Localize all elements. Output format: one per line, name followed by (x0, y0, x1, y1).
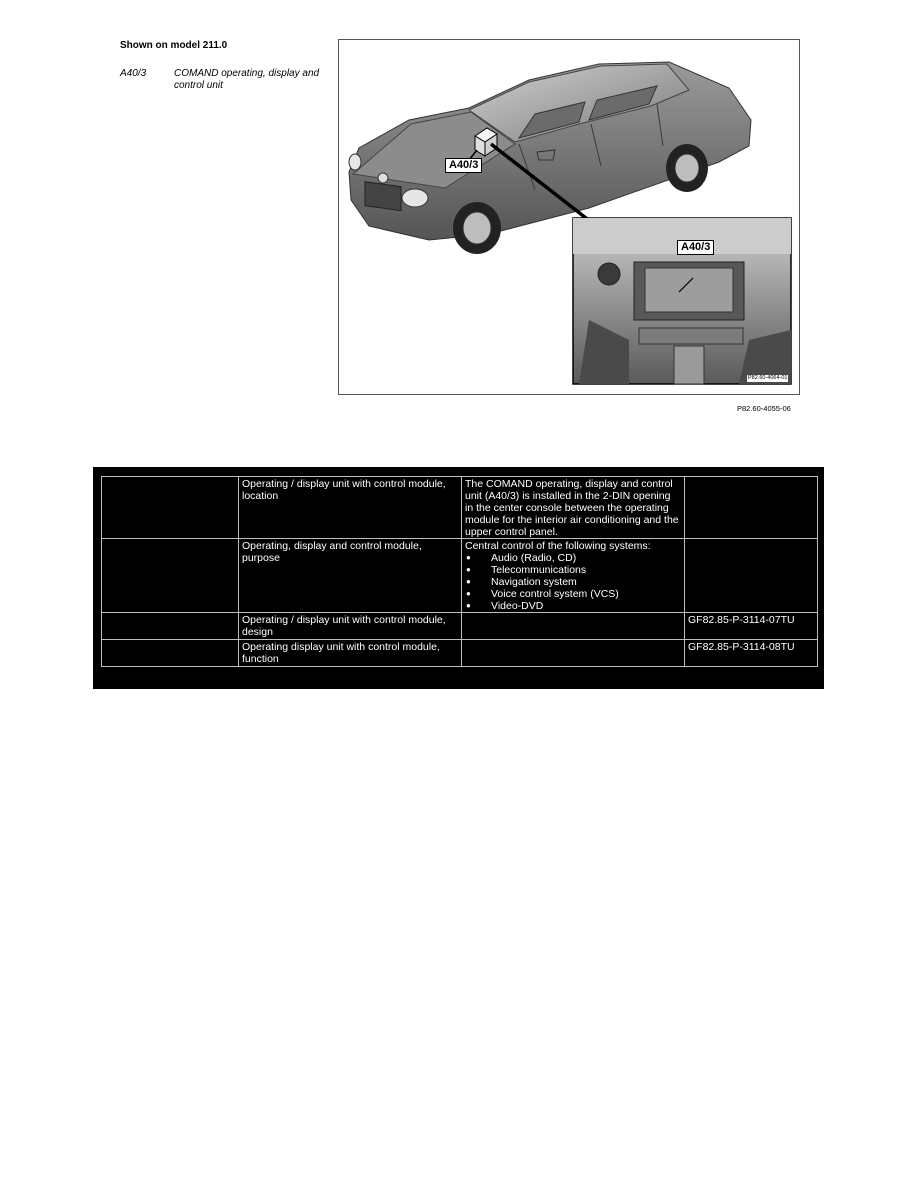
row4-description (462, 640, 685, 667)
inset-code: P82.60-4064-01 (748, 375, 788, 381)
callout-inset-label: A40/3 (677, 240, 714, 255)
row2-col1 (102, 539, 239, 613)
table-row (102, 640, 818, 667)
callout-main-label: A40/3 (445, 158, 482, 173)
row3-description (462, 613, 685, 640)
row4-topic: Operating display unit with control module, function (239, 640, 462, 667)
legend-code: A40/3 (120, 68, 147, 79)
info-table-frame (93, 467, 824, 689)
info-table (101, 476, 818, 667)
row2-topic: Operating, display and control module, purpose (239, 539, 462, 613)
row3-reference-link[interactable]: GF82.85-P-3114-07TU (685, 613, 818, 640)
page-title: Shown on model 211.0 (120, 40, 228, 51)
row4-col1 (102, 640, 239, 667)
systems-list (465, 552, 681, 612)
table-row (102, 613, 818, 640)
row3-col1 (102, 613, 239, 640)
list-item: ● Navigation system (465, 576, 681, 588)
row1-col1 (102, 477, 239, 539)
legend-description: COMAND operating, display and control unit (174, 68, 320, 91)
list-item: ● Video-DVD (465, 600, 681, 612)
row1-topic: Operating / display unit with control module, location (239, 477, 462, 539)
list-item: ● Audio (Radio, CD) (465, 552, 681, 564)
figure-reference: P82.60-4055-06 (737, 404, 791, 413)
list-item: ● Voice control system (VCS) (465, 588, 681, 600)
table-row (102, 477, 818, 539)
systems-intro: Central control of the following systems: (465, 540, 651, 552)
row1-description: The COMAND operating, display and control unit (A40/3) is installed in the 2-DIN opening in the center console between the operating module for the interior air conditioning and the upper control panel. (462, 477, 685, 539)
table-row (102, 539, 818, 613)
car-drawing (339, 40, 799, 394)
row2-description (462, 539, 685, 613)
row1-reference (685, 477, 818, 539)
row4-reference-link[interactable]: GF82.85-P-3114-08TU (685, 640, 818, 667)
row3-topic: Operating / display unit with control module, design (239, 613, 462, 640)
vehicle-illustration (338, 39, 800, 395)
rear-wheel (666, 144, 708, 192)
front-wheel (453, 202, 501, 254)
row2-reference (685, 539, 818, 613)
list-item: ● Telecommunications (465, 564, 681, 576)
